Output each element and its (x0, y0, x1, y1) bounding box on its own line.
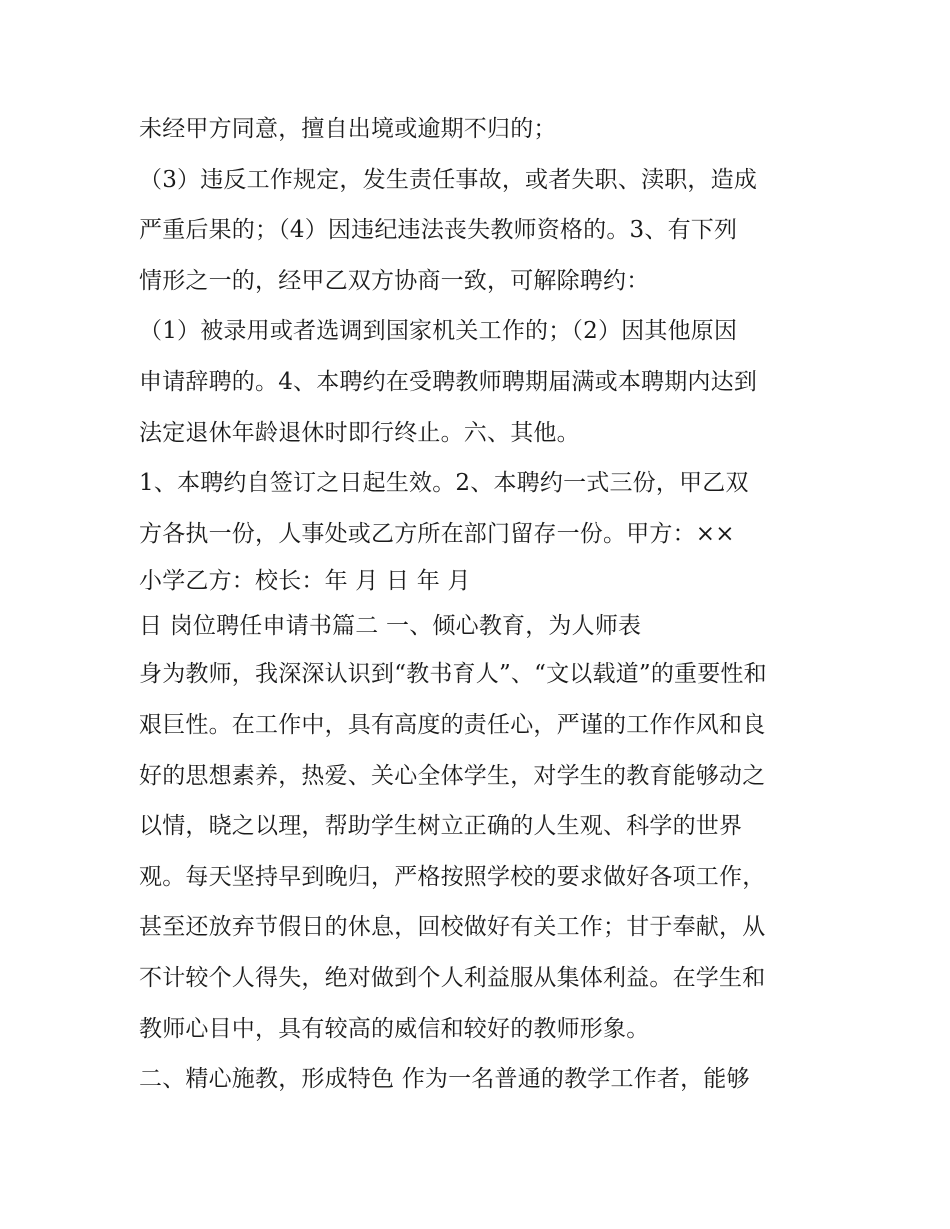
text-line: 二、精心施教，形成特色 作为一名普通的教学工作者，能够 (139, 1066, 750, 1093)
text-line: 观。每天坚持早到晚归，严格按照学校的要求做好各项工作， (139, 863, 766, 890)
text-line: 申请辞聘的。4、本聘约在受聘教师聘期届满或本聘期内达到 (139, 368, 758, 395)
text-line: 方各执一份，人事处或乙方所在部门留存一份。甲方：×× (139, 520, 735, 547)
text-line: 小学乙方：校长：年 月 日 年 月 (139, 568, 471, 595)
text-line: 教师心目中，具有较高的威信和较好的教师形象。 (139, 1015, 650, 1042)
document-body (139, 104, 829, 1105)
text-line: 严重后果的；（4）因违纪违法丧失教师资格的。3、有下列 (139, 217, 738, 244)
text-line: （1）被录用或者选调到国家机关工作的；（2）因其他原因 (139, 318, 738, 345)
text-line: 好的思想素养，热爱、关心全体学生，对学生的教育能够动之 (139, 762, 766, 789)
text-line: 日 岗位聘任申请书篇二 一、倾心教育，为人师表 (139, 613, 642, 640)
text-line: 甚至还放弃节假日的休息，回校做好有关工作；甘于奉献，从 (139, 914, 766, 941)
text-line: 情形之一的，经甲乙双方协商一致，可解除聘约： (139, 267, 650, 294)
text-line: 身为教师，我深深认识到“教书育人”、“文以载道”的重要性和 (139, 661, 767, 688)
text-line: 不计较个人得失，绝对做到个人利益服从集体利益。在学生和 (139, 964, 766, 991)
text-line: 法定退休年龄退休时即行终止。六、其他。 (139, 419, 580, 446)
text-line: 1、本聘约自签订之日起生效。2、本聘约一式三份，甲乙双 (139, 470, 749, 497)
text-line: 未经甲方同意，擅自出境或逾期不归的； (139, 116, 557, 142)
text-line: （3）违反工作规定，发生责任事故，或者失职、渎职，造成 (139, 166, 758, 193)
text-line: 艰巨性。在工作中，具有高度的责任心，严谨的工作作风和良 (139, 711, 766, 738)
text-line: 以情，晓之以理，帮助学生树立正确的人生观、科学的世界 (139, 813, 743, 840)
